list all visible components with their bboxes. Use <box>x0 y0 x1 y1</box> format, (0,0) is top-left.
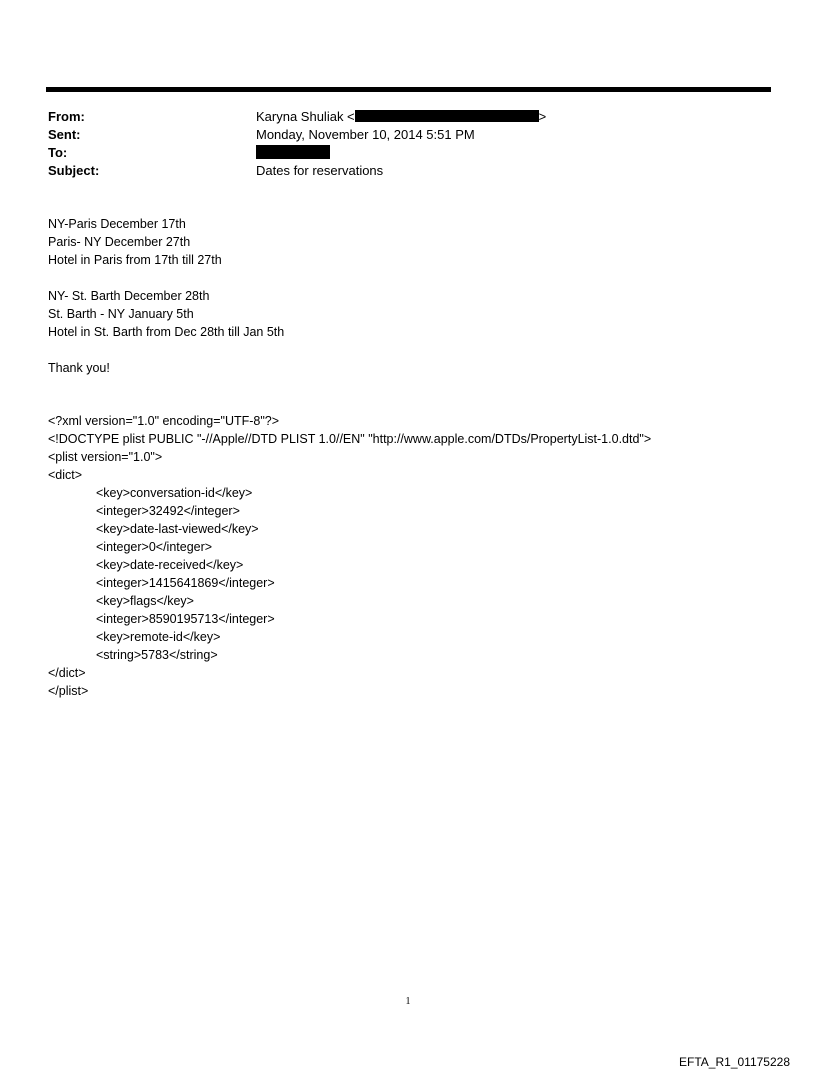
to-value <box>256 144 330 162</box>
plist-open: <plist version="1.0"> <box>48 450 163 464</box>
xml-declaration: <?xml version="1.0" encoding="UTF-8"?> <box>48 414 280 428</box>
plist-entry: <integer>8590195713</integer> <box>96 612 275 626</box>
from-value <box>256 108 546 126</box>
from-label: From: <box>48 109 85 124</box>
from-name: Karyna Shuliak < <box>256 109 355 124</box>
plist-entry: <key>conversation-id</key> <box>96 486 253 500</box>
page-number: 1 <box>405 996 411 1007</box>
plist-entry: <integer>0</integer> <box>96 540 213 554</box>
message-line: Hotel in Paris from 17th till 27th <box>48 253 222 267</box>
plist-entry: <integer>1415641869</integer> <box>96 576 275 590</box>
subject-value: Dates for reservations <box>256 163 384 178</box>
plist-close: </plist> <box>48 684 89 698</box>
message-line: Hotel in St. Barth from Dec 28th till Jan 5th <box>48 325 285 339</box>
sent-value: Monday, November 10, 2014 5:51 PM <box>256 127 475 142</box>
to-label: To: <box>48 145 68 160</box>
subject-label: Subject: <box>48 163 100 178</box>
message-line: Thank you! <box>48 361 110 375</box>
message-line: St. Barth - NY January 5th <box>48 307 194 321</box>
dict-close: </dict> <box>48 666 86 680</box>
plist-block <box>48 412 651 700</box>
plist-entry: <integer>32492</integer> <box>96 504 240 518</box>
message-line: NY- St. Barth December 28th <box>48 289 210 303</box>
from-close: > <box>538 109 547 124</box>
sent-label: Sent: <box>48 127 81 142</box>
redaction-from-email <box>355 110 539 122</box>
redaction-to <box>256 145 330 159</box>
message-line: Paris- NY December 27th <box>48 235 191 249</box>
plist-entry: <key>date-received</key> <box>96 558 244 572</box>
message-line <box>48 341 284 359</box>
plist-entry: <key>date-last-viewed</key> <box>96 522 259 536</box>
plist-entry: <key>flags</key> <box>96 594 194 608</box>
plist-entry: <string>5783</string> <box>96 648 218 662</box>
plist-entry: <key>remote-id</key> <box>96 630 221 644</box>
header-rule <box>46 87 771 92</box>
document-id: EFTA_R1_01175228 <box>679 1055 790 1069</box>
message-line <box>48 269 284 287</box>
doctype-line: <!DOCTYPE plist PUBLIC "-//Apple//DTD PLIST 1.0//EN" "http://www.apple.com/DTDs/PropertyList-1.0.dtd"> <box>48 432 652 446</box>
message-body <box>48 215 284 377</box>
message-line: NY-Paris December 17th <box>48 217 186 231</box>
dict-open: <dict> <box>48 468 83 482</box>
